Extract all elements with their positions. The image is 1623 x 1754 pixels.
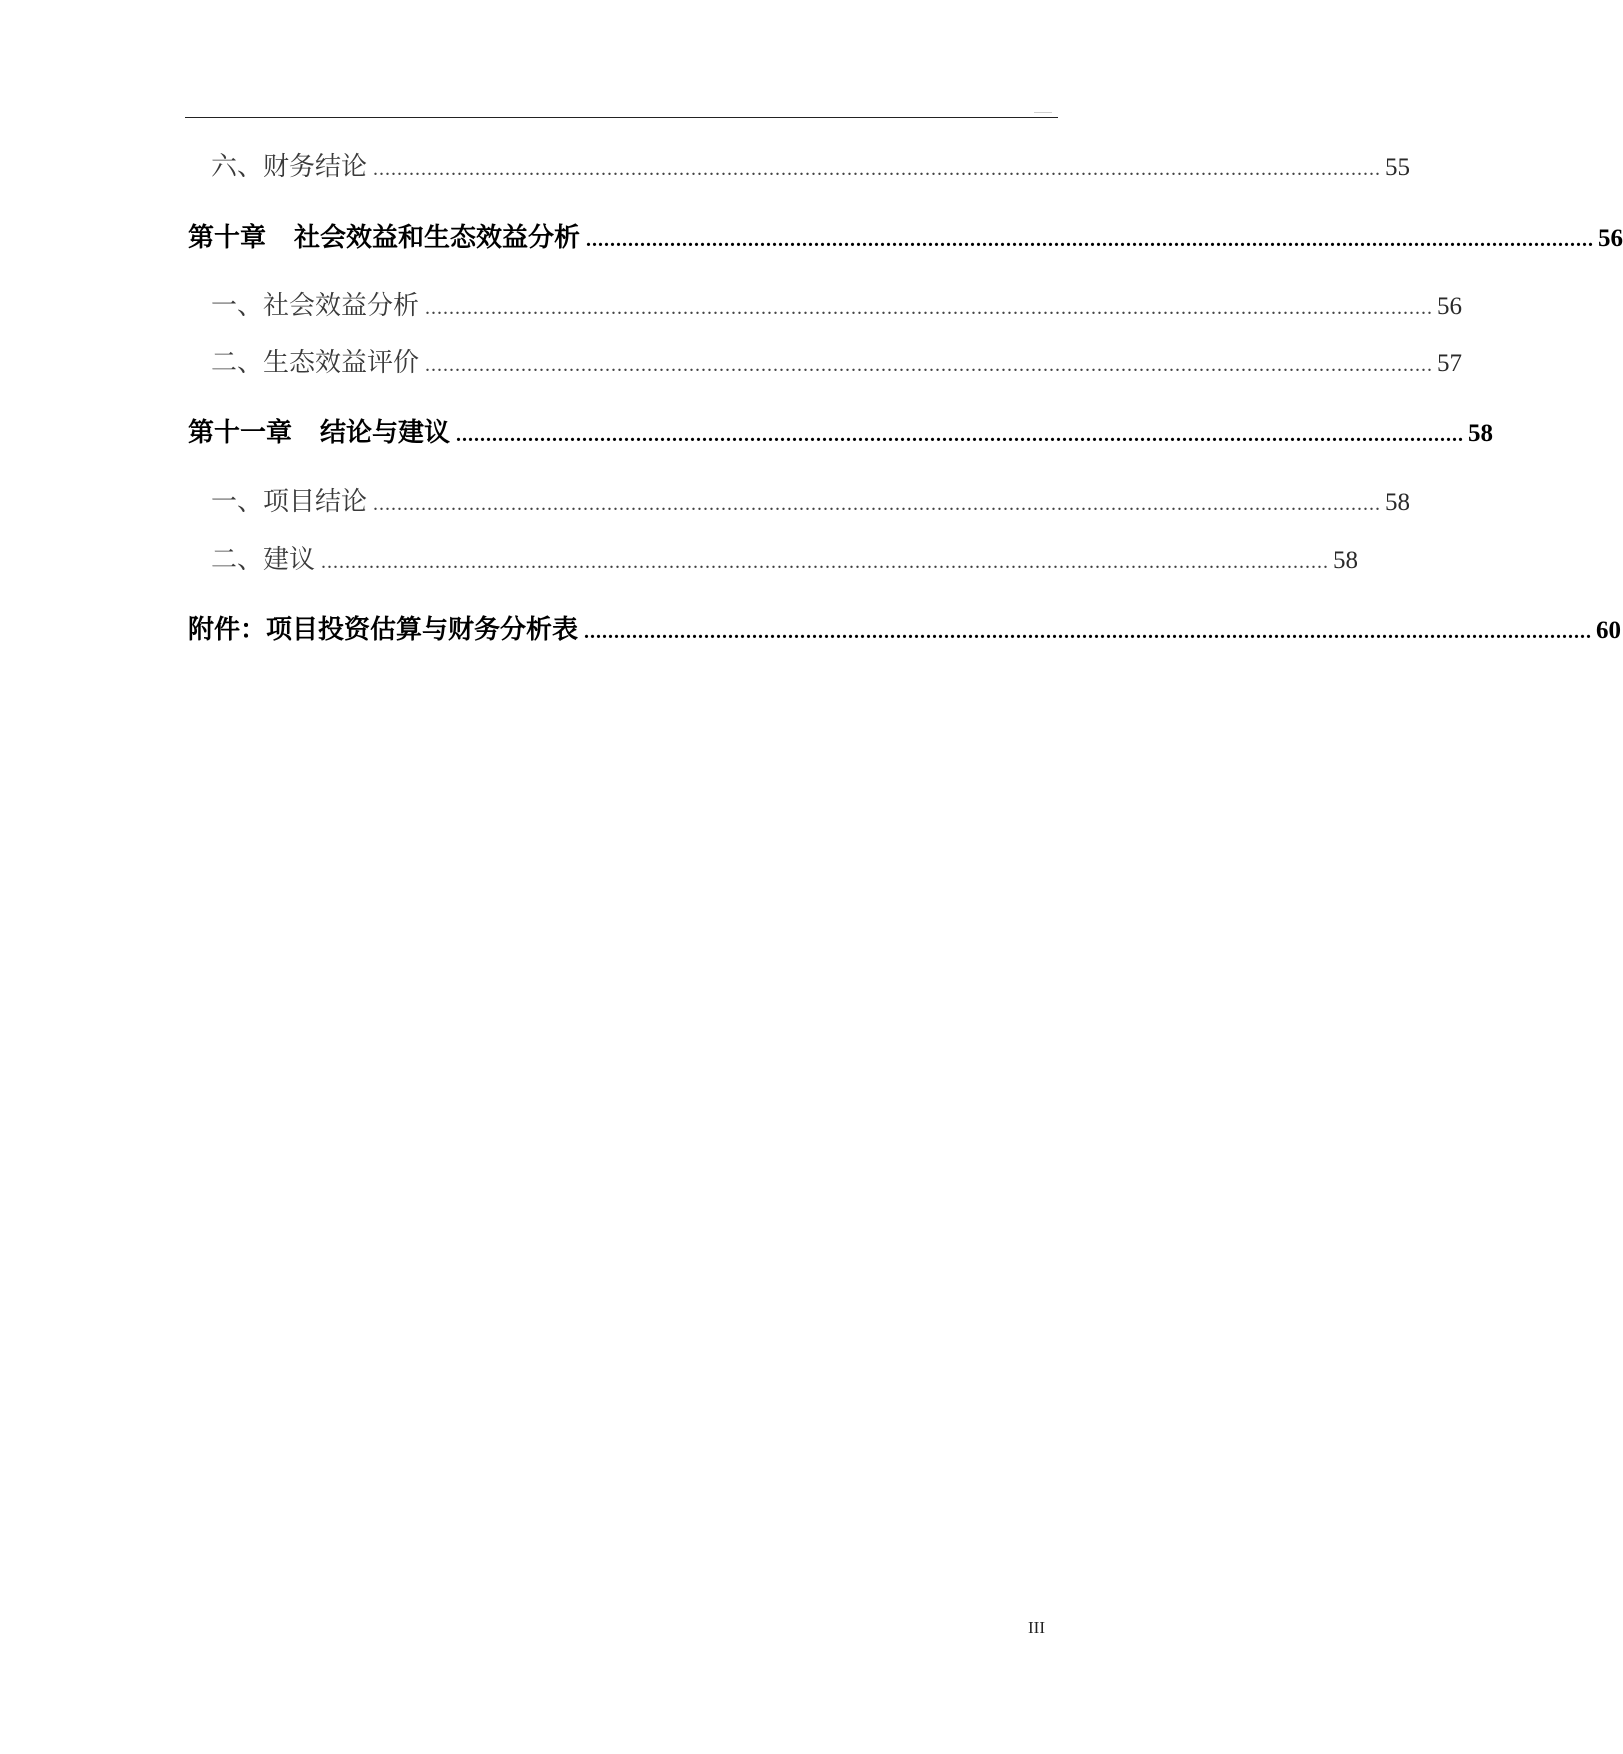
toc-entry-title: 建议: [263, 545, 316, 575]
toc-entry[interactable]: [211, 481, 1411, 521]
toc-entry-title: 社会效益分析: [263, 291, 420, 321]
page-number: III: [1028, 1618, 1045, 1637]
toc-entry[interactable]: [188, 412, 1494, 452]
dot-leader: ........................................................................................................................................................................: [584, 621, 1593, 643]
toc-entry[interactable]: [188, 609, 1622, 649]
toc-entry[interactable]: [211, 285, 1463, 325]
toc-page-number: 55: [1385, 154, 1411, 181]
dot-leader: ........................................................................................................................................................................: [373, 493, 1382, 515]
dot-leader: ........................................................................................................................................................................: [425, 297, 1434, 319]
toc-page-number: 58: [1468, 420, 1494, 447]
toc-entry-title: 生态效益评价: [263, 348, 420, 378]
toc-entry[interactable]: [188, 217, 1623, 257]
toc-page-number: 58: [1385, 489, 1411, 516]
toc-entry-number: 一、: [211, 487, 264, 517]
toc-entry-number: 一、: [211, 291, 264, 321]
dot-leader: ........................................................................................................................................................................: [456, 424, 1465, 446]
toc-entry[interactable]: [211, 342, 1463, 382]
toc-entry-number: 第十一章: [188, 418, 293, 448]
toc-page-number: 56: [1437, 293, 1463, 320]
dot-leader: ........................................................................................................................................................................: [586, 229, 1595, 251]
dot-leader: ........................................................................................................................................................................: [321, 551, 1330, 573]
toc-entry-number: 六、: [211, 152, 264, 182]
toc-entry-title: 财务结论: [263, 152, 368, 182]
dot-leader: ........................................................................................................................................................................: [425, 354, 1434, 376]
toc-entry-title: 结论与建议: [320, 418, 451, 448]
toc-entry-number: 第十章: [188, 223, 267, 253]
toc-page-number: 56: [1598, 225, 1623, 252]
dot-leader: ........................................................................................................................................................................: [373, 158, 1382, 180]
toc-entry-title: 项目投资估算与财务分析表: [266, 615, 579, 645]
toc-entry-title: 项目结论: [263, 487, 368, 517]
toc-entry-number: 二、: [211, 348, 264, 378]
toc-entry-number: 附件：: [188, 615, 267, 645]
toc-page-number: 60: [1596, 617, 1622, 644]
toc-page-number: 58: [1333, 547, 1359, 574]
toc-entry[interactable]: [211, 146, 1411, 186]
toc-entry[interactable]: [211, 539, 1359, 579]
toc-page-number: 57: [1437, 350, 1463, 377]
toc-entry-title: 社会效益和生态效益分析: [294, 223, 581, 253]
toc-entry-number: 二、: [211, 545, 264, 575]
